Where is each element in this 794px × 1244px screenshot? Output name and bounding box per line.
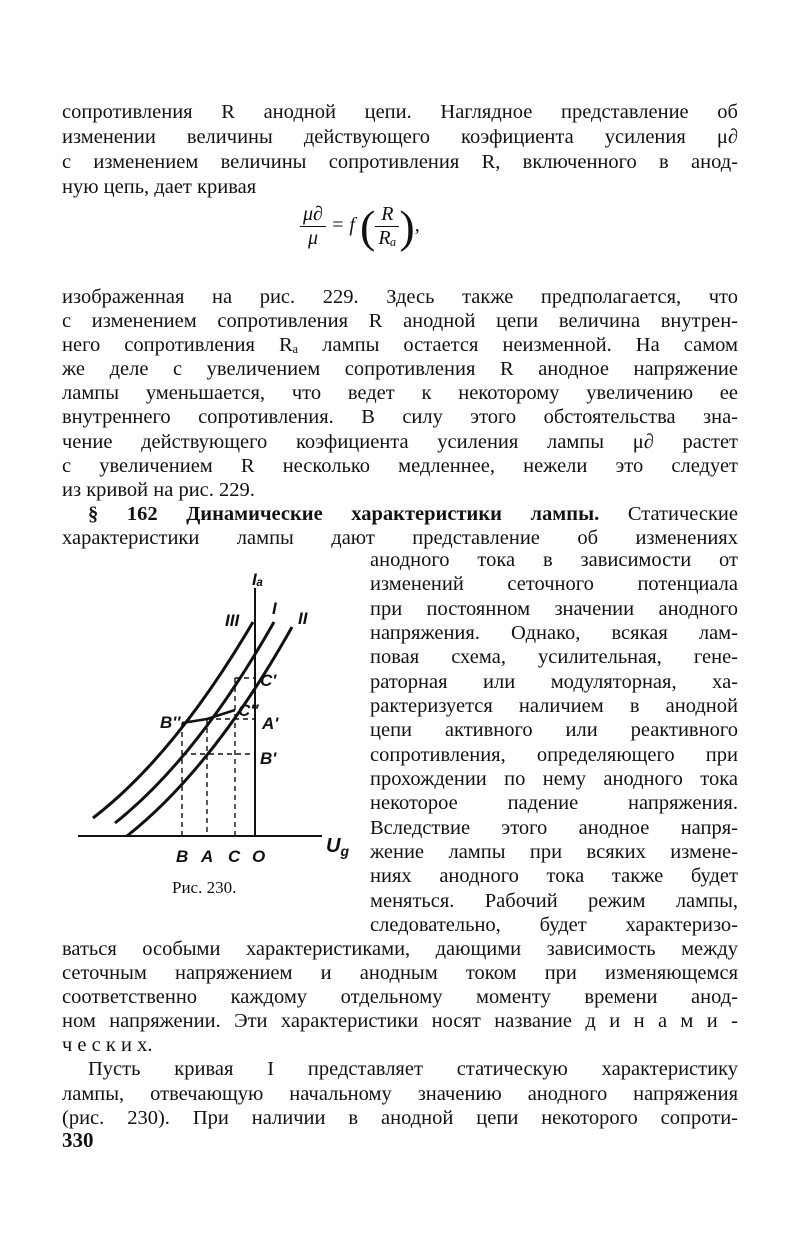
x-tick-O: O [252,847,266,866]
text-line: при постоянном значении анодного [370,597,738,620]
text-line: ную цепь, дает кривая [62,176,257,198]
text-line: с изменением сопротивления R анодной цепи величина внутрен- [62,310,738,333]
formula-comma: , [414,214,420,237]
paragraph-bottom [62,938,738,1131]
paren-close: ) [399,201,415,252]
text-line: анодного тока в зависимости от [370,549,738,571]
x-tick-C: C [228,847,241,866]
text-line: из кривой на рис. 229. [62,478,255,501]
text-line: меняться. Рабочий режим лампы, [370,889,738,912]
text-line: напряжения. Однако, всякая лам- [370,622,738,645]
text-line: следовательно, будет характеризо- [370,914,738,937]
point-label-a1: A' [262,714,279,733]
text-line: него сопротивления Rₐ лампы остается неизменной. На самом [62,334,738,357]
section-heading-rest: Статические [627,503,738,525]
point-label-b1: B' [260,749,277,768]
x-tick-A: A [201,847,214,866]
point-label-c2: C'' [238,701,259,720]
text-line: лампы уменьшается, что ведет к некоторому увеличению ее [62,382,738,405]
text-line: характеристики лампы дают представление об изменениях [62,527,738,549]
text-line: рактеризуется наличием в анодной [370,695,738,718]
text-line: сопротивления, определяющего при [370,743,738,766]
text-line: изменений сеточного потенциала [370,573,738,596]
point-label-b2: B'' [160,713,181,732]
text-line: внутреннего сопротивления. В силу этого обстоятельства зна- [62,406,738,429]
text-line: прохождении по нему анодного тока [370,768,738,791]
curve-label-II: II [298,609,308,628]
figure-caption: Рис. 230. [172,878,237,897]
text-line: ном напряжении. Эти характеристики носят название д и н а м и - [62,1010,738,1033]
formula-inner-denominator: Rₐ [378,227,397,249]
text-line: повая схема, усилительная, гене- [370,646,738,669]
x-tick-B: B [176,847,189,866]
curve-label-III: III [225,611,240,630]
text-line: ч е с к и х. [62,1034,153,1057]
formula-inner-numerator: R [375,203,399,227]
text-line: сеточным напряжением и анодным током при изменяющемся [62,962,738,985]
text-line: чение действующего коэфициента усиления лампы μ∂ растет [62,430,738,453]
text-line: жение лампы при всяких измене- [370,841,738,864]
text-line: с увеличением R несколько медленнее, нежели это следует [62,454,738,477]
text-line: (рис. 230). При наличии в анодной цепи некоторого сопроти- [62,1106,738,1129]
point-label-c1: C' [260,671,277,690]
y-axis-label: Iₐ [252,570,264,589]
section-heading: § 162 Динамические характеристики лампы. [88,503,600,525]
text-line: цепи активного или реактивного [370,719,738,742]
text-line: сопротивления R анодной цепи. Наглядное представление об [62,101,738,123]
paren-open: ( [359,201,376,252]
text-line: Пусть кривая I представляет статическую характеристику [88,1058,738,1081]
text-line: соответственно каждому отдельному моменту времени анод- [62,986,738,1009]
text-line: некоторое падение напряжения. [370,792,738,815]
text-line: ниях анодного тока также будет [370,865,738,888]
page-number: 330 [62,1128,94,1152]
formula-numerator: μ∂ [300,203,326,227]
text-line: изображенная на рис. 229. Здесь также предполагается, что [62,286,738,308]
text-line: лампы, отвечающую начальному значению анодного напряжения [62,1082,738,1105]
x-axis-label: $U_g$ [326,835,350,859]
text-line: ваться особыми характеристиками, дающими зависимость между [62,938,738,960]
curve-label-I: I [272,599,277,618]
text-line: с изменением величины сопротивления R, включенного в анод- [62,151,738,173]
text-line: изменении величины действующего коэфициента усиления μ∂ [62,126,738,148]
formula-equals: = f [330,214,355,237]
text-line: Вследствие этого анодное напря- [370,816,738,839]
text-line: раторная или модуляторная, ха- [370,670,738,693]
formula-denominator: μ [307,227,318,249]
curve-I [115,622,274,823]
text-line: же деле с увеличением сопротивления R анодное напряжение [62,358,738,381]
